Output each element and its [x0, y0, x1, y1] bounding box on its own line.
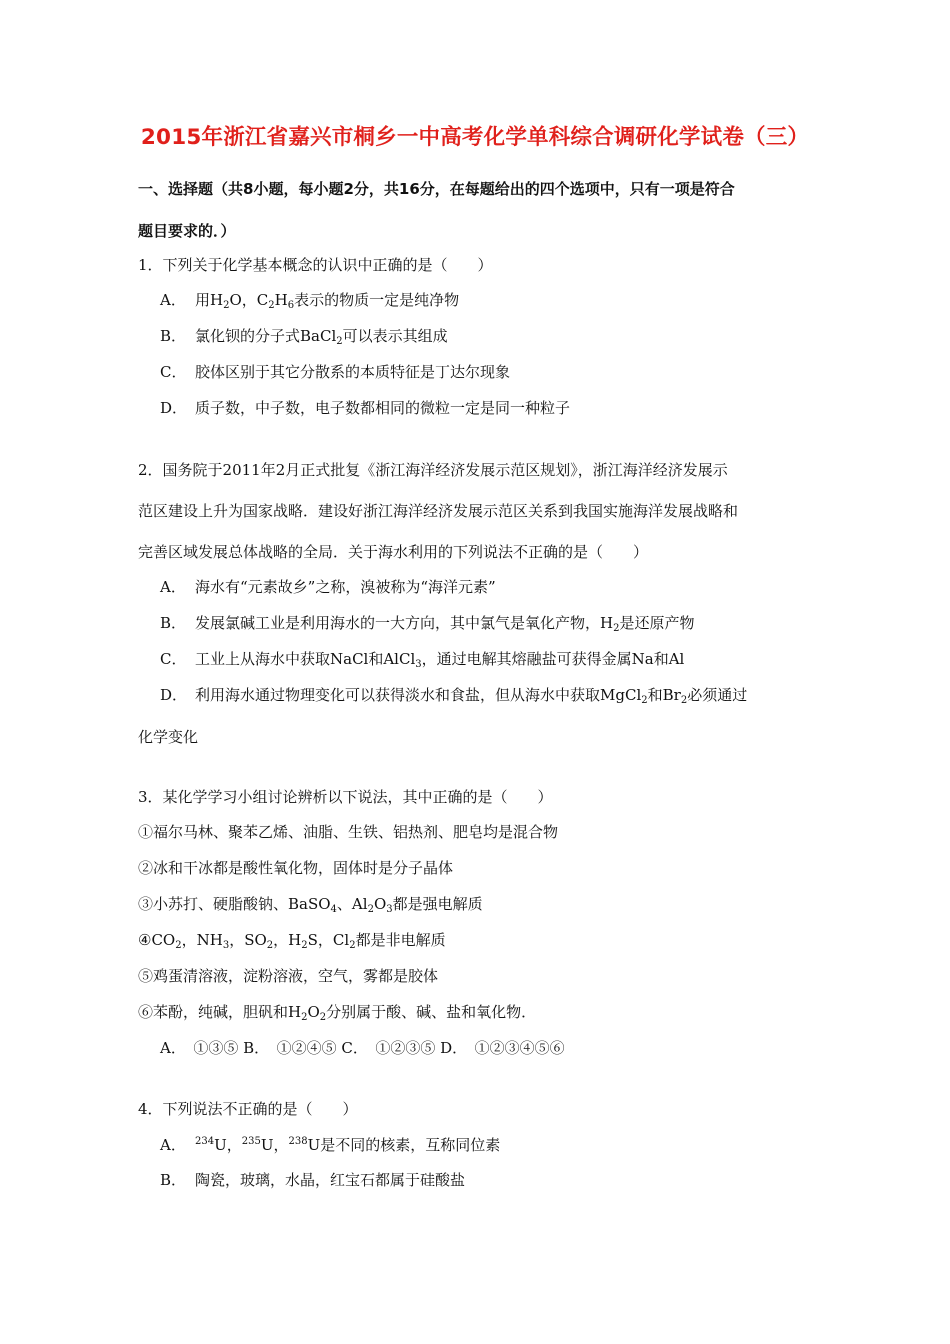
q2-option-c: C． 工业上从海水中获取NaCl和AlCl$_3$，通过电解其熔融盐可获得金属Na和Al	[160, 650, 685, 670]
q2-stem-line2: 范区建设上升为国家战略．建设好浙江海洋经济发展示范区关系到我国实施海洋发展战略和	[138, 502, 739, 520]
q4-stem: 4．下列说法不正确的是（ ）	[138, 1100, 358, 1118]
exam-title: 2015年浙江省嘉兴市桐乡一中高考化学单科综合调研化学试卷（三）	[140, 125, 810, 150]
q2-option-d-continuation: 化学变化	[138, 728, 199, 746]
q4-option-b: B． 陶瓷，玻璃，水晶，红宝石都属于硅酸盐	[160, 1171, 466, 1189]
q3-statement-1: ①福尔马林、聚苯乙烯、油脂、生铁、铝热剂、肥皂均是混合物	[138, 823, 559, 841]
q3-statement-2: ②冰和干冰都是酸性氧化物，固体时是分子晶体	[138, 859, 454, 877]
q2-stem-line3: 完善区域发展总体战略的全局．关于海水利用的下列说法不正确的是（ ）	[138, 543, 649, 561]
section-heading-line1: 一、选择题（共8小题，每小题2分，共16分，在每题给出的四个选项中，只有一项是符合	[138, 180, 735, 198]
q1-option-d: D． 质子数，中子数，电子数都相同的微粒一定是同一种粒子	[160, 399, 571, 417]
q3-options: A． ①③⑤ B． ①②④⑤ C． ①②③⑤ D． ①②③④⑤⑥	[160, 1039, 565, 1057]
q1-option-b: B． 氯化钡的分子式BaCl$_2$可以表示其组成	[160, 327, 448, 347]
q3-stem: 3．某化学学习小组讨论辨析以下说法，其中正确的是（ ）	[138, 788, 553, 806]
q1-option-a: A． 用$H_2O$，$C_2H_6$表示的物质一定是纯净物	[160, 291, 460, 311]
q1-stem: 1．下列关于化学基本概念的认识中正确的是（ ）	[138, 256, 493, 274]
q1-option-c: C． 胶体区别于其它分散系的本质特征是丁达尔现象	[160, 363, 511, 381]
q2-option-d: D． 利用海水通过物理变化可以获得淡水和食盐，但从海水中获取MgCl$_2$和$Br_2$必须通过	[160, 686, 748, 706]
q2-stem-line1: 2．国务院于2011年2月正式批复《浙江海洋经济发展示范区规划》，浙江海洋经济发展示	[138, 461, 728, 479]
section-heading-line2: 题目要求的．）	[138, 222, 236, 240]
q2-option-a: A． 海水有“元素故乡”之称，溴被称为“海洋元素”	[160, 578, 496, 596]
q4-option-a: A． $^{234}$U，$^{235}$U，$^{238}$U是不同的核素，互称同位素	[160, 1136, 501, 1154]
q3-statement-3: ③小苏打、硬脂酸钠、BaSO$_4$、$Al_2O_3$都是强电解质	[138, 895, 483, 915]
q3-statement-6: ⑥苯酚，纯碱，胆矾和$H_2O_2$分别属于酸、碱、盐和氧化物．	[138, 1003, 537, 1023]
q2-option-b: B． 发展氯碱工业是利用海水的一大方向，其中氯气是氧化产物，$H_2$是还原产物	[160, 614, 695, 634]
q3-statement-4: $④CO_2$，$NH_3$，$SO_2$，$H_2S$，$Cl_2$都是非电解质	[138, 931, 446, 951]
q3-statement-5: ⑤鸡蛋清溶液，淀粉溶液，空气，雾都是胶体	[138, 967, 439, 985]
